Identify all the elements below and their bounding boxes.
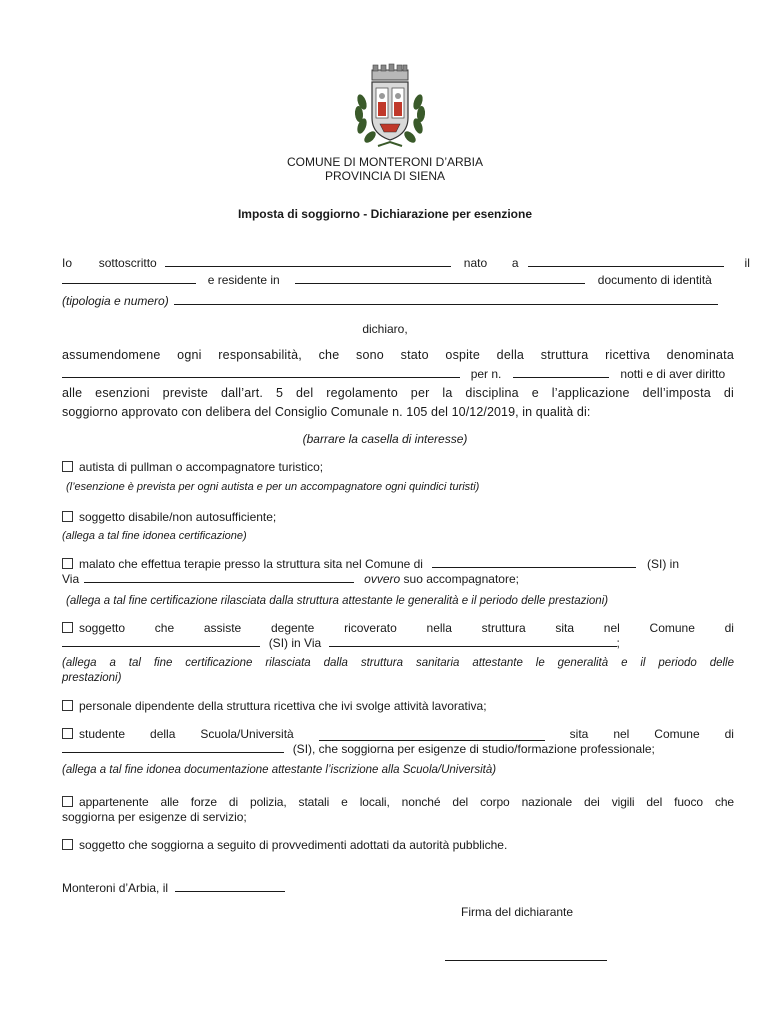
provincia-name: PROVINCIA DI SIENA <box>324 169 446 183</box>
option-autorita <box>62 838 734 852</box>
nights-field[interactable] <box>513 367 609 378</box>
malato-comune-field[interactable] <box>432 557 636 568</box>
assiste-word-6: nella <box>426 621 452 635</box>
birthdate-field[interactable] <box>62 273 196 284</box>
structure-name-field[interactable] <box>62 367 460 378</box>
malato-label: malato che effettua terapie presso la struttura sita nel Comune di <box>79 557 423 571</box>
il-label: il <box>744 256 750 270</box>
io-label: Io <box>62 256 73 270</box>
assiste-word-1: soggetto <box>62 621 125 635</box>
barrare-note: (barrare la casella di interesse) <box>302 432 468 446</box>
studente-comune-field[interactable] <box>62 742 284 753</box>
assiste-note-2: prestazioni) <box>62 672 122 684</box>
document-title: Imposta di soggiorno - Dichiarazione per esenzione <box>237 207 533 221</box>
forze-label-2: soggiorna per esigenze di servizio; <box>62 810 247 824</box>
assiste-word-10: Comune <box>649 621 695 635</box>
forze-checkbox[interactable] <box>62 796 73 807</box>
sita-word-2: nel <box>613 727 630 741</box>
tipologia-label: (tipologia e numero) <box>62 294 169 308</box>
malato-si-in: (SI) in <box>647 557 680 571</box>
studente-word-2: della <box>150 727 176 741</box>
via-label: Via <box>62 572 80 586</box>
firma-label: Firma del dichiarante <box>461 905 574 919</box>
studente-checkbox[interactable] <box>62 728 73 739</box>
personale-label: personale dipendente della struttura ricettiva che ivi svolge attività lavorativa; <box>79 699 487 713</box>
assiste-si-in-via: (SI) in Via <box>268 636 322 650</box>
assiste-checkbox[interactable] <box>62 622 73 633</box>
date-field[interactable] <box>175 881 285 892</box>
malato-line-2 <box>62 572 734 586</box>
intro-line-3 <box>62 294 734 308</box>
studente-word-1: studente <box>62 727 125 741</box>
accompagnatore-label: suo accompagnatore; <box>403 572 519 586</box>
a-label: a <box>511 256 519 270</box>
studente-line-2 <box>62 742 734 756</box>
studente-word-3: Scuola/Università <box>200 727 294 741</box>
comune-name: COMUNE DI MONTERONI D’ARBIA <box>286 155 483 169</box>
birthplace-field[interactable] <box>528 256 724 267</box>
malato-via-field[interactable] <box>84 572 354 583</box>
studente-line-2-text: (SI), che soggiorna per esigenze di studio/formazione professionale; <box>292 742 655 756</box>
personale-checkbox[interactable] <box>62 700 73 711</box>
nato-label: nato <box>463 256 488 270</box>
option-personale <box>62 699 734 713</box>
autista-label: autista di pullman o accompagnatore turistico; <box>79 460 324 474</box>
autista-note: (l’esenzione è prevista per ogni autista e per un accompagnatore ogni quindici turisti) <box>66 481 480 493</box>
dichiaro-label: dichiaro, <box>362 322 408 336</box>
place-date-line <box>62 881 734 895</box>
option-malato <box>62 557 734 571</box>
municipal-crest-icon <box>350 62 430 154</box>
assiste-line-2: (SI) in Via ; <box>62 636 734 650</box>
option-studente <box>62 727 734 741</box>
document-field[interactable] <box>174 294 718 305</box>
per-n-label: per n. <box>470 367 502 381</box>
assiste-word-5: ricoverato <box>344 621 397 635</box>
documento-label: documento di identità <box>597 273 712 287</box>
ovvero-label: ovvero <box>364 572 401 586</box>
body-line-2 <box>62 367 734 381</box>
malato-checkbox[interactable] <box>62 558 73 569</box>
assiste-comune-field[interactable] <box>62 636 260 647</box>
option-forze <box>62 795 734 809</box>
autista-checkbox[interactable] <box>62 461 73 472</box>
forze-label-1: appartenente alle forze di polizia, statali e locali, nonché del corpo nazionale dei vigili del fuoco che <box>79 795 734 809</box>
autorita-checkbox[interactable] <box>62 839 73 850</box>
name-field[interactable] <box>165 256 451 267</box>
assiste-word-7: struttura <box>481 621 526 635</box>
notti-label: notti e di aver diritto <box>620 367 726 381</box>
option-disabile <box>62 510 734 524</box>
scuola-field[interactable] <box>319 730 545 741</box>
malato-note: (allega a tal fine certificazione rilasciata dalla struttura attestante le generalità e il periodo delle prestazioni) <box>66 595 609 607</box>
disabile-label: soggetto disabile/non autosufficiente; <box>79 510 277 524</box>
residente-label: e residente in <box>207 273 280 287</box>
body-line-1: assumendomene ogni responsabilità, che sono stato ospite della struttura ricettiva denominata <box>62 348 734 362</box>
option-assiste <box>62 621 734 635</box>
body-line-3: alle esenzioni previste dall’art. 5 del regolamento per la disciplina e l’applicazione dell’imposta di <box>62 386 734 400</box>
place-label: Monteroni d’Arbia, il <box>62 881 169 895</box>
sita-word-4: di <box>724 727 734 741</box>
sottoscritto-label: sottoscritto <box>98 256 157 270</box>
signature-field[interactable] <box>445 960 607 961</box>
assiste-word-3: assiste <box>203 621 242 635</box>
assiste-word-4: degente <box>270 621 315 635</box>
assiste-via-field[interactable] <box>329 636 617 647</box>
assiste-note-1: (allega a tal fine certificazione rilasciata dalla struttura sanitaria attestante le generalità e il periodo delle <box>62 657 734 669</box>
disabile-checkbox[interactable] <box>62 511 73 522</box>
body-line-4: soggiorno approvato con delibera del Consiglio Comunale n. 105 del 10/12/2019, in qualità di: <box>62 405 591 419</box>
studente-note: (allega a tal fine idonea documentazione attestante l’iscrizione alla Scuola/Università) <box>62 764 497 776</box>
assiste-word-2: che <box>154 621 175 635</box>
intro-line-1 <box>62 256 750 270</box>
assiste-word-11: di <box>724 621 734 635</box>
option-autista <box>62 460 734 474</box>
assiste-word-9: nel <box>603 621 620 635</box>
disabile-note: (allega a tal fine idonea certificazione) <box>62 530 247 542</box>
residence-field[interactable] <box>295 273 585 284</box>
intro-line-2 <box>62 273 734 287</box>
sita-word-3: Comune <box>654 727 700 741</box>
assiste-word-8: sita <box>555 621 575 635</box>
autorita-label: soggetto che soggiorna a seguito di provvedimenti adottati da autorità pubbliche. <box>79 838 508 852</box>
sita-word-1: sita <box>569 727 589 741</box>
